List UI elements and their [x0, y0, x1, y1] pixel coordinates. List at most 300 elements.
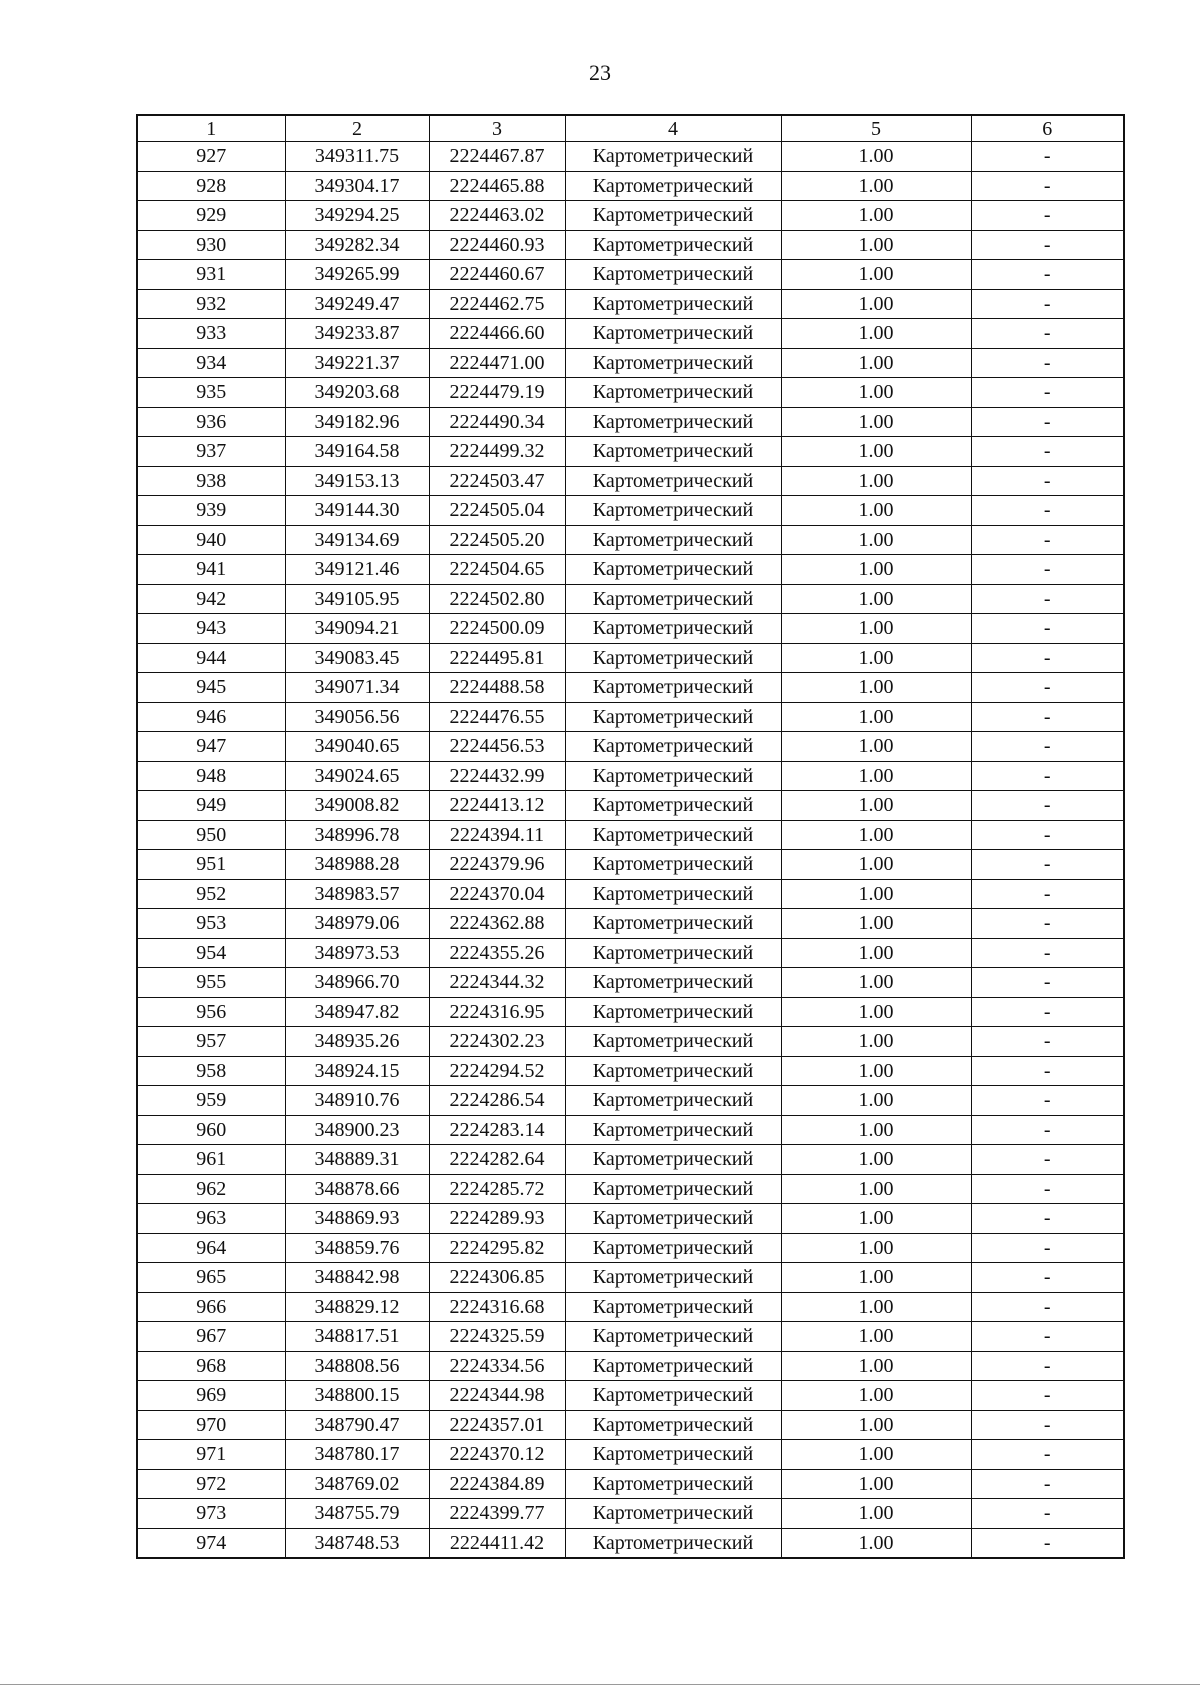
note-cell: -: [971, 437, 1124, 467]
point-number-cell: 966: [137, 1292, 285, 1322]
table-row: [137, 171, 1124, 201]
table-row: [137, 643, 1124, 673]
y-coordinate-cell: 2224289.93: [429, 1204, 565, 1234]
point-number-cell: 948: [137, 761, 285, 791]
point-number-cell: 965: [137, 1263, 285, 1293]
method-cell: Картометрический: [565, 319, 781, 349]
table-row: [137, 1381, 1124, 1411]
x-coordinate-cell: 349233.87: [285, 319, 429, 349]
table-row: [137, 1233, 1124, 1263]
accuracy-cell: 1.00: [781, 1499, 971, 1529]
note-cell: -: [971, 820, 1124, 850]
method-cell: Картометрический: [565, 1263, 781, 1293]
table-row: [137, 1086, 1124, 1116]
y-coordinate-cell: 2224286.54: [429, 1086, 565, 1116]
accuracy-cell: 1.00: [781, 348, 971, 378]
table-row: [137, 879, 1124, 909]
note-cell: -: [971, 702, 1124, 732]
point-number-cell: 944: [137, 643, 285, 673]
method-cell: Картометрический: [565, 1499, 781, 1529]
accuracy-cell: 1.00: [781, 1351, 971, 1381]
note-cell: -: [971, 1528, 1124, 1558]
accuracy-cell: 1.00: [781, 142, 971, 172]
method-cell: Картометрический: [565, 1056, 781, 1086]
note-cell: -: [971, 1499, 1124, 1529]
method-cell: Картометрический: [565, 1115, 781, 1145]
y-coordinate-cell: 2224362.88: [429, 909, 565, 939]
y-coordinate-cell: 2224399.77: [429, 1499, 565, 1529]
y-coordinate-cell: 2224456.53: [429, 732, 565, 762]
accuracy-cell: 1.00: [781, 702, 971, 732]
method-cell: Картометрический: [565, 732, 781, 762]
table-row: [137, 1440, 1124, 1470]
method-cell: Картометрический: [565, 1233, 781, 1263]
accuracy-cell: 1.00: [781, 1086, 971, 1116]
table-row: [137, 525, 1124, 555]
point-number-cell: 929: [137, 201, 285, 231]
method-cell: Картометрический: [565, 555, 781, 585]
y-coordinate-cell: 2224488.58: [429, 673, 565, 703]
table-row: [137, 584, 1124, 614]
column-header: 6: [971, 115, 1124, 142]
table-row: [137, 348, 1124, 378]
method-cell: Картометрический: [565, 142, 781, 172]
y-coordinate-cell: 2224500.09: [429, 614, 565, 644]
note-cell: -: [971, 673, 1124, 703]
table-row: [137, 1469, 1124, 1499]
note-cell: -: [971, 938, 1124, 968]
x-coordinate-cell: 348910.76: [285, 1086, 429, 1116]
table-row: [137, 673, 1124, 703]
method-cell: Картометрический: [565, 201, 781, 231]
method-cell: Картометрический: [565, 702, 781, 732]
accuracy-cell: 1.00: [781, 909, 971, 939]
method-cell: Картометрический: [565, 1174, 781, 1204]
point-number-cell: 971: [137, 1440, 285, 1470]
note-cell: -: [971, 201, 1124, 231]
x-coordinate-cell: 348869.93: [285, 1204, 429, 1234]
accuracy-cell: 1.00: [781, 466, 971, 496]
method-cell: Картометрический: [565, 820, 781, 850]
x-coordinate-cell: 349083.45: [285, 643, 429, 673]
accuracy-cell: 1.00: [781, 614, 971, 644]
note-cell: -: [971, 643, 1124, 673]
y-coordinate-cell: 2224460.93: [429, 230, 565, 260]
table-row: [137, 1499, 1124, 1529]
method-cell: Картометрический: [565, 260, 781, 290]
x-coordinate-cell: 349071.34: [285, 673, 429, 703]
x-coordinate-cell: 348817.51: [285, 1322, 429, 1352]
x-coordinate-cell: 349265.99: [285, 260, 429, 290]
y-coordinate-cell: 2224413.12: [429, 791, 565, 821]
note-cell: -: [971, 850, 1124, 880]
note-cell: -: [971, 1056, 1124, 1086]
table-row: [137, 319, 1124, 349]
y-coordinate-cell: 2224384.89: [429, 1469, 565, 1499]
y-coordinate-cell: 2224394.11: [429, 820, 565, 850]
accuracy-cell: 1.00: [781, 525, 971, 555]
note-cell: -: [971, 1263, 1124, 1293]
accuracy-cell: 1.00: [781, 1145, 971, 1175]
point-number-cell: 974: [137, 1528, 285, 1558]
table-row: [137, 1528, 1124, 1558]
x-coordinate-cell: 348979.06: [285, 909, 429, 939]
note-cell: -: [971, 584, 1124, 614]
header-row: [137, 115, 1124, 142]
note-cell: -: [971, 997, 1124, 1027]
method-cell: Картометрический: [565, 1204, 781, 1234]
method-cell: Картометрический: [565, 348, 781, 378]
y-coordinate-cell: 2224479.19: [429, 378, 565, 408]
method-cell: Картометрический: [565, 1145, 781, 1175]
method-cell: Картометрический: [565, 466, 781, 496]
table-row: [137, 142, 1124, 172]
point-number-cell: 949: [137, 791, 285, 821]
y-coordinate-cell: 2224295.82: [429, 1233, 565, 1263]
table-row: [137, 289, 1124, 319]
x-coordinate-cell: 348878.66: [285, 1174, 429, 1204]
method-cell: Картометрический: [565, 230, 781, 260]
accuracy-cell: 1.00: [781, 496, 971, 526]
x-coordinate-cell: 349134.69: [285, 525, 429, 555]
method-cell: Картометрический: [565, 938, 781, 968]
table-row: [137, 850, 1124, 880]
page-bottom-rule: [0, 1684, 1200, 1685]
note-cell: -: [971, 525, 1124, 555]
y-coordinate-cell: 2224467.87: [429, 142, 565, 172]
point-number-cell: 934: [137, 348, 285, 378]
method-cell: Картометрический: [565, 614, 781, 644]
y-coordinate-cell: 2224285.72: [429, 1174, 565, 1204]
point-number-cell: 946: [137, 702, 285, 732]
table-row: [137, 968, 1124, 998]
accuracy-cell: 1.00: [781, 820, 971, 850]
y-coordinate-cell: 2224432.99: [429, 761, 565, 791]
y-coordinate-cell: 2224505.20: [429, 525, 565, 555]
y-coordinate-cell: 2224411.42: [429, 1528, 565, 1558]
table-row: [137, 437, 1124, 467]
note-cell: -: [971, 1086, 1124, 1116]
accuracy-cell: 1.00: [781, 938, 971, 968]
x-coordinate-cell: 349094.21: [285, 614, 429, 644]
y-coordinate-cell: 2224465.88: [429, 171, 565, 201]
method-cell: Картометрический: [565, 584, 781, 614]
note-cell: -: [971, 230, 1124, 260]
table-row: [137, 230, 1124, 260]
point-number-cell: 931: [137, 260, 285, 290]
point-number-cell: 943: [137, 614, 285, 644]
table-row: [137, 938, 1124, 968]
table-row: [137, 997, 1124, 1027]
method-cell: Картометрический: [565, 1292, 781, 1322]
y-coordinate-cell: 2224370.04: [429, 879, 565, 909]
point-number-cell: 939: [137, 496, 285, 526]
note-cell: -: [971, 1292, 1124, 1322]
point-number-cell: 937: [137, 437, 285, 467]
table-row: [137, 1351, 1124, 1381]
point-number-cell: 947: [137, 732, 285, 762]
table-row: [137, 1322, 1124, 1352]
point-number-cell: 940: [137, 525, 285, 555]
table-row: [137, 1410, 1124, 1440]
x-coordinate-cell: 348947.82: [285, 997, 429, 1027]
table-row: [137, 820, 1124, 850]
point-number-cell: 942: [137, 584, 285, 614]
y-coordinate-cell: 2224471.00: [429, 348, 565, 378]
note-cell: -: [971, 319, 1124, 349]
note-cell: -: [971, 407, 1124, 437]
table-row: [137, 1027, 1124, 1057]
page-number: 23: [589, 60, 611, 85]
accuracy-cell: 1.00: [781, 1381, 971, 1411]
accuracy-cell: 1.00: [781, 584, 971, 614]
y-coordinate-cell: 2224282.64: [429, 1145, 565, 1175]
method-cell: Картометрический: [565, 1322, 781, 1352]
method-cell: Картометрический: [565, 1381, 781, 1411]
accuracy-cell: 1.00: [781, 879, 971, 909]
accuracy-cell: 1.00: [781, 378, 971, 408]
note-cell: -: [971, 555, 1124, 585]
table-row: [137, 909, 1124, 939]
column-header: 1: [137, 115, 285, 142]
y-coordinate-cell: 2224466.60: [429, 319, 565, 349]
x-coordinate-cell: 349153.13: [285, 466, 429, 496]
point-number-cell: 969: [137, 1381, 285, 1411]
accuracy-cell: 1.00: [781, 761, 971, 791]
x-coordinate-cell: 349144.30: [285, 496, 429, 526]
y-coordinate-cell: 2224355.26: [429, 938, 565, 968]
x-coordinate-cell: 348748.53: [285, 1528, 429, 1558]
accuracy-cell: 1.00: [781, 673, 971, 703]
x-coordinate-cell: 348780.17: [285, 1440, 429, 1470]
point-number-cell: 932: [137, 289, 285, 319]
method-cell: Картометрический: [565, 643, 781, 673]
table-row: [137, 761, 1124, 791]
accuracy-cell: 1.00: [781, 1174, 971, 1204]
x-coordinate-cell: 348996.78: [285, 820, 429, 850]
method-cell: Картометрический: [565, 407, 781, 437]
method-cell: Картометрический: [565, 1027, 781, 1057]
x-coordinate-cell: 348808.56: [285, 1351, 429, 1381]
table-row: [137, 378, 1124, 408]
accuracy-cell: 1.00: [781, 1292, 971, 1322]
accuracy-cell: 1.00: [781, 1469, 971, 1499]
point-number-cell: 973: [137, 1499, 285, 1529]
method-cell: Картометрический: [565, 1469, 781, 1499]
x-coordinate-cell: 348889.31: [285, 1145, 429, 1175]
method-cell: Картометрический: [565, 1351, 781, 1381]
accuracy-cell: 1.00: [781, 260, 971, 290]
accuracy-cell: 1.00: [781, 968, 971, 998]
table-row: [137, 1056, 1124, 1086]
note-cell: -: [971, 761, 1124, 791]
accuracy-cell: 1.00: [781, 1056, 971, 1086]
note-cell: -: [971, 968, 1124, 998]
point-number-cell: 962: [137, 1174, 285, 1204]
table-header: [137, 115, 1124, 142]
table-row: [137, 407, 1124, 437]
note-cell: -: [971, 378, 1124, 408]
point-number-cell: 954: [137, 938, 285, 968]
y-coordinate-cell: 2224283.14: [429, 1115, 565, 1145]
y-coordinate-cell: 2224344.98: [429, 1381, 565, 1411]
table-row: [137, 732, 1124, 762]
point-number-cell: 952: [137, 879, 285, 909]
y-coordinate-cell: 2224357.01: [429, 1410, 565, 1440]
note-cell: -: [971, 1322, 1124, 1352]
x-coordinate-cell: 349294.25: [285, 201, 429, 231]
method-cell: Картометрический: [565, 673, 781, 703]
point-number-cell: 956: [137, 997, 285, 1027]
point-number-cell: 938: [137, 466, 285, 496]
point-number-cell: 957: [137, 1027, 285, 1057]
x-coordinate-cell: 348988.28: [285, 850, 429, 880]
point-number-cell: 953: [137, 909, 285, 939]
point-number-cell: 950: [137, 820, 285, 850]
x-coordinate-cell: 349203.68: [285, 378, 429, 408]
x-coordinate-cell: 348966.70: [285, 968, 429, 998]
x-coordinate-cell: 348935.26: [285, 1027, 429, 1057]
accuracy-cell: 1.00: [781, 230, 971, 260]
table-row: [137, 260, 1124, 290]
x-coordinate-cell: 349105.95: [285, 584, 429, 614]
x-coordinate-cell: 349056.56: [285, 702, 429, 732]
method-cell: Картометрический: [565, 1086, 781, 1116]
note-cell: -: [971, 466, 1124, 496]
y-coordinate-cell: 2224499.32: [429, 437, 565, 467]
point-number-cell: 961: [137, 1145, 285, 1175]
y-coordinate-cell: 2224334.56: [429, 1351, 565, 1381]
y-coordinate-cell: 2224294.52: [429, 1056, 565, 1086]
x-coordinate-cell: 348983.57: [285, 879, 429, 909]
method-cell: Картометрический: [565, 761, 781, 791]
note-cell: -: [971, 1027, 1124, 1057]
accuracy-cell: 1.00: [781, 997, 971, 1027]
x-coordinate-cell: 348829.12: [285, 1292, 429, 1322]
note-cell: -: [971, 1440, 1124, 1470]
point-number-cell: 960: [137, 1115, 285, 1145]
y-coordinate-cell: 2224325.59: [429, 1322, 565, 1352]
y-coordinate-cell: 2224344.32: [429, 968, 565, 998]
accuracy-cell: 1.00: [781, 171, 971, 201]
accuracy-cell: 1.00: [781, 555, 971, 585]
point-number-cell: 958: [137, 1056, 285, 1086]
table-row: [137, 201, 1124, 231]
note-cell: -: [971, 1204, 1124, 1234]
y-coordinate-cell: 2224460.67: [429, 260, 565, 290]
x-coordinate-cell: 348800.15: [285, 1381, 429, 1411]
method-cell: Картометрический: [565, 496, 781, 526]
point-number-cell: 951: [137, 850, 285, 880]
point-number-cell: 955: [137, 968, 285, 998]
accuracy-cell: 1.00: [781, 1204, 971, 1234]
table-row: [137, 555, 1124, 585]
accuracy-cell: 1.00: [781, 1440, 971, 1470]
table-row: [137, 1115, 1124, 1145]
note-cell: -: [971, 1381, 1124, 1411]
x-coordinate-cell: 349024.65: [285, 761, 429, 791]
table-row: [137, 466, 1124, 496]
point-number-cell: 936: [137, 407, 285, 437]
accuracy-cell: 1.00: [781, 1027, 971, 1057]
note-cell: -: [971, 1351, 1124, 1381]
x-coordinate-cell: 348924.15: [285, 1056, 429, 1086]
method-cell: Картометрический: [565, 378, 781, 408]
x-coordinate-cell: 348755.79: [285, 1499, 429, 1529]
method-cell: Картометрический: [565, 791, 781, 821]
y-coordinate-cell: 2224306.85: [429, 1263, 565, 1293]
point-number-cell: 967: [137, 1322, 285, 1352]
y-coordinate-cell: 2224316.68: [429, 1292, 565, 1322]
coordinates-table: [136, 114, 1125, 1559]
note-cell: -: [971, 1410, 1124, 1440]
y-coordinate-cell: 2224490.34: [429, 407, 565, 437]
table-row: [137, 1292, 1124, 1322]
x-coordinate-cell: 349249.47: [285, 289, 429, 319]
column-header: 3: [429, 115, 565, 142]
x-coordinate-cell: 349008.82: [285, 791, 429, 821]
method-cell: Картометрический: [565, 525, 781, 555]
table-row: [137, 1263, 1124, 1293]
note-cell: -: [971, 1115, 1124, 1145]
method-cell: Картометрический: [565, 171, 781, 201]
note-cell: -: [971, 1469, 1124, 1499]
note-cell: -: [971, 1174, 1124, 1204]
y-coordinate-cell: 2224302.23: [429, 1027, 565, 1057]
note-cell: -: [971, 1145, 1124, 1175]
x-coordinate-cell: 348859.76: [285, 1233, 429, 1263]
note-cell: -: [971, 289, 1124, 319]
note-cell: -: [971, 496, 1124, 526]
x-coordinate-cell: 348769.02: [285, 1469, 429, 1499]
point-number-cell: 928: [137, 171, 285, 201]
point-number-cell: 968: [137, 1351, 285, 1381]
point-number-cell: 964: [137, 1233, 285, 1263]
note-cell: -: [971, 791, 1124, 821]
column-header: 2: [285, 115, 429, 142]
method-cell: Картометрический: [565, 909, 781, 939]
method-cell: Картометрический: [565, 879, 781, 909]
table-row: [137, 702, 1124, 732]
x-coordinate-cell: 348842.98: [285, 1263, 429, 1293]
point-number-cell: 927: [137, 142, 285, 172]
y-coordinate-cell: 2224502.80: [429, 584, 565, 614]
table-row: [137, 496, 1124, 526]
column-header: 5: [781, 115, 971, 142]
accuracy-cell: 1.00: [781, 1528, 971, 1558]
y-coordinate-cell: 2224370.12: [429, 1440, 565, 1470]
accuracy-cell: 1.00: [781, 1115, 971, 1145]
y-coordinate-cell: 2224503.47: [429, 466, 565, 496]
table-row: [137, 1204, 1124, 1234]
x-coordinate-cell: 348790.47: [285, 1410, 429, 1440]
method-cell: Картометрический: [565, 1440, 781, 1470]
accuracy-cell: 1.00: [781, 1322, 971, 1352]
y-coordinate-cell: 2224505.04: [429, 496, 565, 526]
accuracy-cell: 1.00: [781, 1233, 971, 1263]
note-cell: -: [971, 171, 1124, 201]
accuracy-cell: 1.00: [781, 407, 971, 437]
table-row: [137, 614, 1124, 644]
method-cell: Картометрический: [565, 1410, 781, 1440]
note-cell: -: [971, 142, 1124, 172]
note-cell: -: [971, 879, 1124, 909]
note-cell: -: [971, 732, 1124, 762]
method-cell: Картометрический: [565, 289, 781, 319]
y-coordinate-cell: 2224476.55: [429, 702, 565, 732]
method-cell: Картометрический: [565, 968, 781, 998]
method-cell: Картометрический: [565, 997, 781, 1027]
